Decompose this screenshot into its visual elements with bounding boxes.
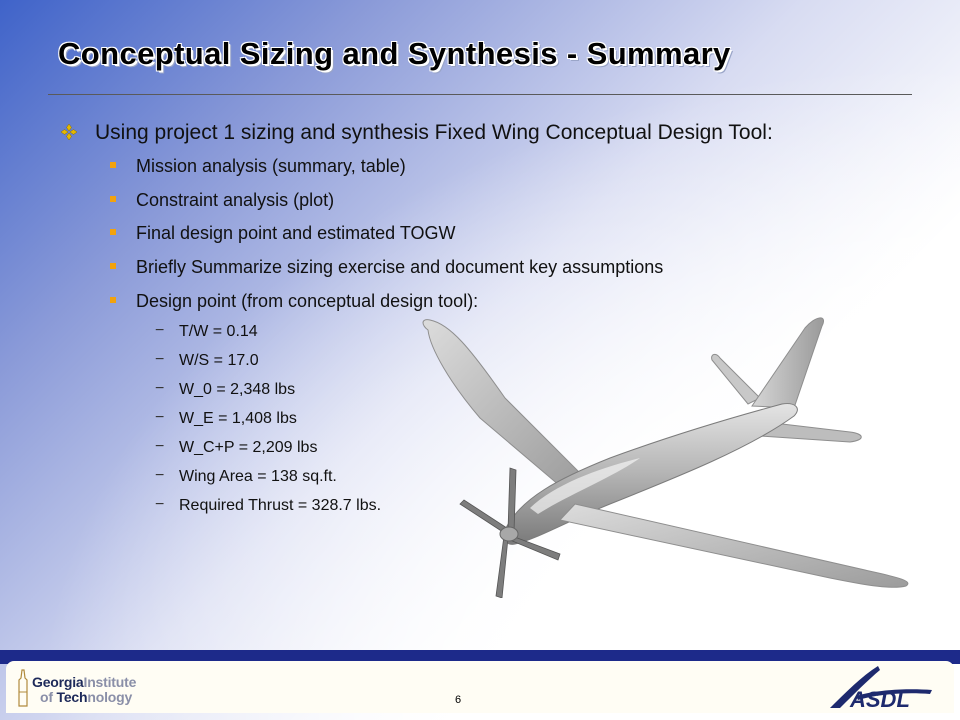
tech-tower-icon: [16, 668, 30, 708]
list-item-text: Required Thrust = 328.7 lbs.: [179, 497, 382, 514]
airplane-3d-render: [410, 308, 920, 598]
dash-bullet: −: [155, 351, 165, 368]
logo-line-2: [40, 689, 132, 705]
asdl-swoosh-logo: [826, 662, 936, 712]
slide-title: Conceptual Sizing and Synthesis - Summary: [58, 36, 731, 71]
title-divider: [48, 94, 912, 95]
list-item-text: W_C+P = 2,209 lbs: [179, 439, 318, 456]
square-bullet-icon: [110, 229, 116, 235]
list-item-text: W_E = 1,408 lbs: [179, 410, 297, 427]
logo-text: nology: [87, 689, 133, 705]
logo-text: Institute: [83, 674, 137, 690]
dash-bullet: −: [155, 496, 165, 513]
dash-bullet: −: [155, 322, 165, 339]
list-item-text: Mission analysis (summary, table): [136, 156, 406, 176]
list-item-text: Final design point and estimated TOGW: [136, 223, 456, 244]
main-bullet-text: Using project 1 sizing and synthesis Fixed Wing Conceptual Design Tool:: [95, 121, 773, 144]
dash-bullet: −: [155, 409, 165, 426]
asdl-text: ASDL: [850, 687, 910, 712]
dash-bullet: −: [155, 380, 165, 397]
square-bullet-icon: [110, 297, 116, 303]
georgia-tech-logo: [16, 668, 166, 710]
list-item-text: W/S = 17.0: [179, 352, 259, 369]
dash-bullet: −: [155, 467, 165, 484]
list-item-text: W_0 = 2,348 lbs: [179, 381, 296, 398]
dash-bullet: −: [155, 438, 165, 455]
logo-line-1: [32, 674, 136, 690]
square-bullet-icon: [110, 162, 116, 168]
list-item-text: Design point (from conceptual design tool):: [136, 290, 479, 311]
page-number: 6: [455, 694, 462, 706]
logo-text: of: [40, 689, 57, 705]
square-bullet-icon: [110, 263, 116, 269]
list-item-text: Wing Area = 138 sq.ft.: [179, 468, 337, 485]
four-diamond-bullet-icon: [60, 123, 78, 141]
logo-text: Georgia: [32, 674, 84, 690]
list-item-text: Constraint analysis (plot): [136, 189, 335, 210]
list-item-text: Briefly Summarize sizing exercise and document key assumptions: [136, 257, 664, 278]
list-item-text: T/W = 0.14: [179, 323, 258, 340]
logo-text: Tech: [56, 689, 88, 705]
square-bullet-icon: [110, 196, 116, 202]
